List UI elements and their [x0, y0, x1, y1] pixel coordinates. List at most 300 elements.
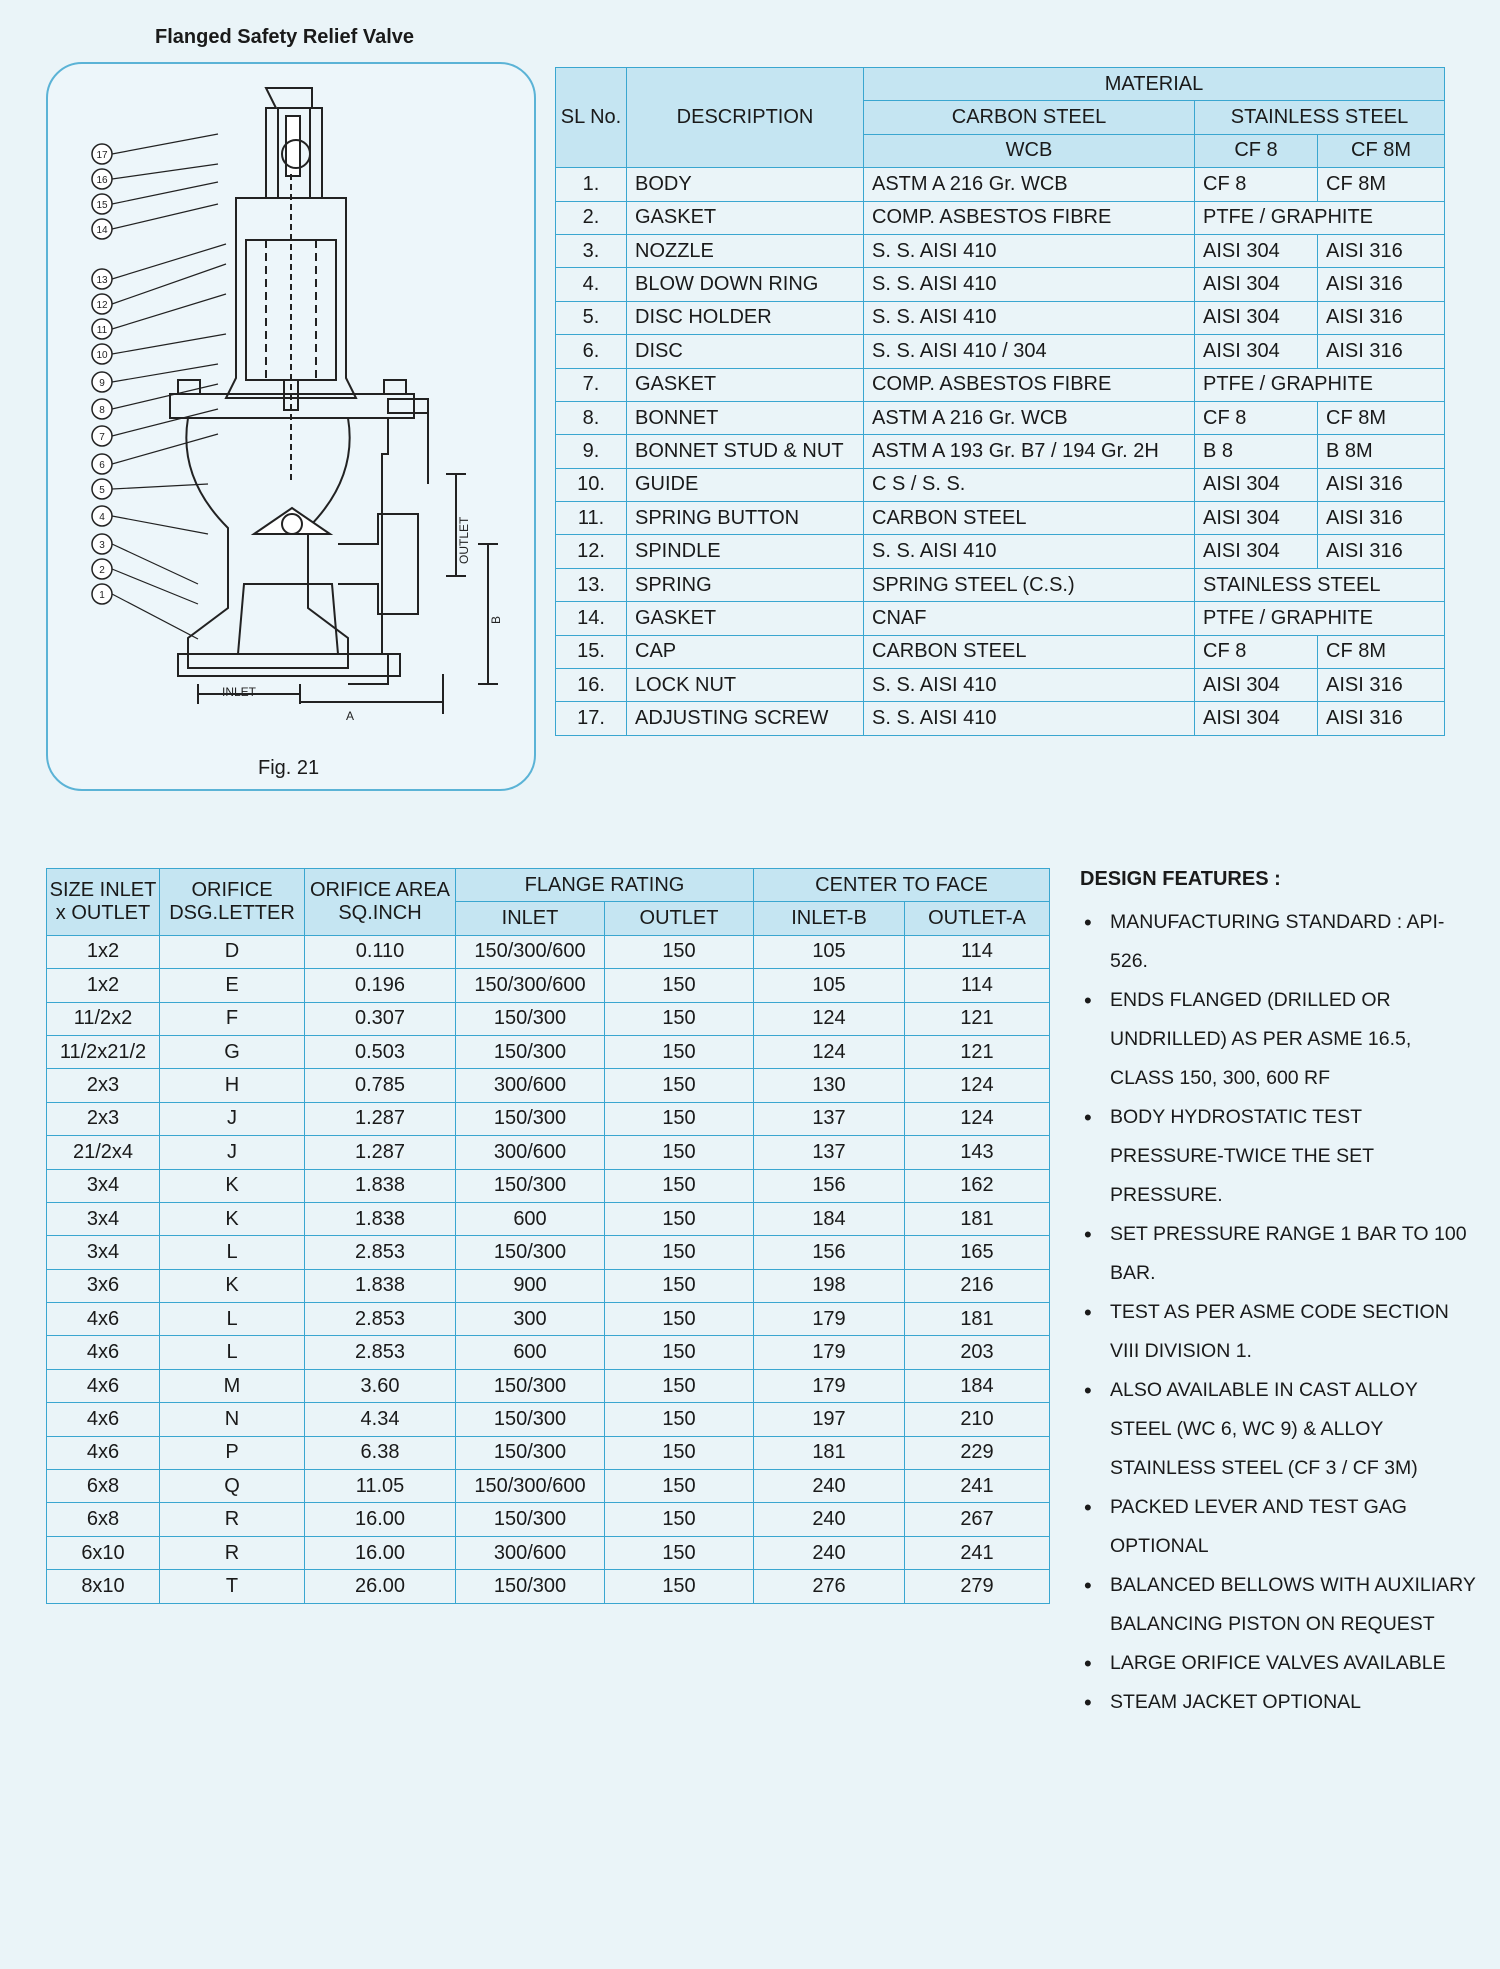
table-cell: 124 — [905, 1069, 1050, 1102]
table-cell: 240 — [754, 1536, 905, 1569]
table-cell: PTFE / GRAPHITE — [1195, 368, 1445, 401]
table-cell: AISI 304 — [1195, 468, 1318, 501]
material-table — [555, 67, 1445, 736]
table-row — [47, 1069, 1050, 1102]
table-cell: Q — [160, 1470, 305, 1503]
table-cell: 181 — [905, 1303, 1050, 1336]
table-cell: 150/300 — [456, 1369, 605, 1402]
col-cf8m: CF 8M — [1318, 134, 1445, 167]
table-cell: 13. — [556, 568, 627, 601]
table-cell: 150 — [605, 1136, 754, 1169]
valve-cross-section-drawing — [48, 64, 534, 789]
table-row — [556, 435, 1445, 468]
table-cell: 114 — [905, 935, 1050, 968]
table-cell: AISI 304 — [1195, 669, 1318, 702]
callout-number: 14 — [96, 225, 108, 236]
table-cell: 150/300/600 — [456, 935, 605, 968]
table-cell: 150/300 — [456, 1503, 605, 1536]
table-cell: 4x6 — [47, 1303, 160, 1336]
col-flange-outlet: OUTLET — [605, 902, 754, 935]
table-cell: 181 — [905, 1202, 1050, 1235]
callout-leader — [112, 484, 208, 489]
table-row — [47, 1470, 1050, 1503]
table-cell: P — [160, 1436, 305, 1469]
col-flange-rating: FLANGE RATING — [456, 869, 754, 902]
table-row — [47, 1570, 1050, 1603]
table-row — [556, 401, 1445, 434]
table-cell: D — [160, 935, 305, 968]
table-cell: PTFE / GRAPHITE — [1195, 602, 1445, 635]
feature-item: • PACKED LEVER AND TEST GAG OPTIONAL — [1080, 1488, 1480, 1566]
col-flange-inlet: INLET — [456, 902, 605, 935]
table-row — [556, 669, 1445, 702]
table-cell: 4x6 — [47, 1369, 160, 1402]
table-cell: 124 — [754, 1002, 905, 1035]
table-cell: 179 — [754, 1336, 905, 1369]
table-cell: E — [160, 969, 305, 1002]
table-cell: 3x4 — [47, 1236, 160, 1269]
table-cell: 150 — [605, 1369, 754, 1402]
table-cell: 150/300/600 — [456, 969, 605, 1002]
table-cell: T — [160, 1570, 305, 1603]
feature-item: • STEAM JACKET OPTIONAL — [1080, 1683, 1480, 1722]
table-cell: 150 — [605, 1035, 754, 1068]
table-cell: GUIDE — [627, 468, 864, 501]
callout-leader — [112, 294, 226, 329]
table-cell: R — [160, 1536, 305, 1569]
feature-item: • BODY HYDROSTATIC TEST PRESSURE-TWICE THE SET PRESSURE. — [1080, 1098, 1480, 1215]
table-cell: 300/600 — [456, 1069, 605, 1102]
table-cell: C S / S. S. — [864, 468, 1195, 501]
table-row — [47, 1035, 1050, 1068]
callout-number: 7 — [99, 432, 105, 443]
table-cell: 240 — [754, 1470, 905, 1503]
col-center-to-face: CENTER TO FACE — [754, 869, 1050, 902]
feature-item: • TEST AS PER ASME CODE SECTION VIII DIVISION 1. — [1080, 1293, 1480, 1371]
table-cell: 3x4 — [47, 1202, 160, 1235]
table-row — [556, 502, 1445, 535]
callout-leader — [112, 164, 218, 179]
table-cell: 14. — [556, 602, 627, 635]
design-features-title: DESIGN FEATURES : — [1080, 868, 1281, 890]
table-cell: 150 — [605, 1503, 754, 1536]
table-cell: SPINDLE — [627, 535, 864, 568]
table-row — [47, 1336, 1050, 1369]
table-cell: S. S. AISI 410 / 304 — [864, 335, 1195, 368]
callout-leader — [112, 204, 218, 229]
table-cell: S. S. AISI 410 — [864, 702, 1195, 735]
table-cell: L — [160, 1336, 305, 1369]
table-cell: 210 — [905, 1403, 1050, 1436]
table-cell: 4x6 — [47, 1336, 160, 1369]
table-row — [556, 602, 1445, 635]
design-features — [1080, 868, 1480, 1722]
table-cell: 3. — [556, 234, 627, 267]
table-cell: 0.307 — [305, 1002, 456, 1035]
table-cell: 229 — [905, 1436, 1050, 1469]
callout-number: 8 — [99, 405, 105, 416]
design-features-list — [1080, 903, 1480, 1722]
table-row — [556, 468, 1445, 501]
table-cell: 203 — [905, 1336, 1050, 1369]
table-cell: 6x8 — [47, 1470, 160, 1503]
table-cell: 1.838 — [305, 1169, 456, 1202]
table-cell: 150 — [605, 1069, 754, 1102]
callout-number: 1 — [99, 590, 105, 601]
table-cell: AISI 316 — [1318, 335, 1445, 368]
table-cell: GASKET — [627, 368, 864, 401]
table-cell: 150 — [605, 1570, 754, 1603]
table-cell: 8x10 — [47, 1570, 160, 1603]
col-sl-no: SL No. — [556, 68, 627, 168]
table-cell: 16.00 — [305, 1503, 456, 1536]
table-cell: 150/300 — [456, 1002, 605, 1035]
table-cell: CAP — [627, 635, 864, 668]
table-row — [47, 1403, 1050, 1436]
table-cell: AISI 304 — [1195, 702, 1318, 735]
table-cell: DISC — [627, 335, 864, 368]
table-cell: J — [160, 1102, 305, 1135]
col-cf8: CF 8 — [1195, 134, 1318, 167]
table-cell: 1. — [556, 168, 627, 201]
table-cell: AISI 304 — [1195, 301, 1318, 334]
table-cell: 300/600 — [456, 1136, 605, 1169]
table-cell: 150 — [605, 969, 754, 1002]
table-cell: 165 — [905, 1236, 1050, 1269]
table-cell: J — [160, 1136, 305, 1169]
table-cell: 11.05 — [305, 1470, 456, 1503]
table-cell: LOCK NUT — [627, 669, 864, 702]
callout-leader — [112, 182, 218, 204]
valve-figure — [46, 62, 536, 791]
table-cell: 11/2x2 — [47, 1002, 160, 1035]
table-cell: 600 — [456, 1336, 605, 1369]
inlet-dimension-label: INLET — [222, 685, 257, 699]
table-cell: 150 — [605, 1002, 754, 1035]
table-cell: 114 — [905, 969, 1050, 1002]
table-cell: 150 — [605, 1269, 754, 1302]
table-cell: CARBON STEEL — [864, 502, 1195, 535]
col-description: DESCRIPTION — [627, 68, 864, 168]
feature-item: • SET PRESSURE RANGE 1 BAR TO 100 BAR. — [1080, 1215, 1480, 1293]
table-cell: 150/300 — [456, 1102, 605, 1135]
table-cell: 150/300 — [456, 1035, 605, 1068]
table-cell: 4. — [556, 268, 627, 301]
table-cell: 3x4 — [47, 1169, 160, 1202]
table-cell: 16.00 — [305, 1536, 456, 1569]
table-cell: 150 — [605, 1470, 754, 1503]
table-cell: ASTM A 216 Gr. WCB — [864, 168, 1195, 201]
table-row — [556, 201, 1445, 234]
table-cell: 150 — [605, 1169, 754, 1202]
callout-number: 2 — [99, 565, 105, 576]
table-cell: 6x8 — [47, 1503, 160, 1536]
feature-item: • ALSO AVAILABLE IN CAST ALLOY STEEL (WC 6, WC 9) & ALLOY STAINLESS STEEL (CF 3 / CF 3M) — [1080, 1371, 1480, 1488]
feature-item: • BALANCED BELLOWS WITH AUXILIARY BALANCING PISTON ON REQUEST — [1080, 1566, 1480, 1644]
table-cell: GASKET — [627, 602, 864, 635]
table-cell: 17. — [556, 702, 627, 735]
col-wcb: WCB — [864, 134, 1195, 167]
table-cell: 10. — [556, 468, 627, 501]
table-row — [47, 1202, 1050, 1235]
table-cell: 0.110 — [305, 935, 456, 968]
figure-caption: Fig. 21 — [258, 757, 320, 779]
table-cell: S. S. AISI 410 — [864, 234, 1195, 267]
col-material: MATERIAL — [864, 68, 1445, 101]
table-cell: AISI 316 — [1318, 669, 1445, 702]
callout-number: 15 — [96, 200, 108, 211]
table-cell: AISI 304 — [1195, 234, 1318, 267]
table-cell: 267 — [905, 1503, 1050, 1536]
table-cell: 21/2x4 — [47, 1136, 160, 1169]
table-cell: AISI 316 — [1318, 301, 1445, 334]
size-table — [46, 868, 1050, 1604]
table-cell: 276 — [754, 1570, 905, 1603]
table-cell: SPRING — [627, 568, 864, 601]
table-cell: 137 — [754, 1102, 905, 1135]
table-cell: 143 — [905, 1136, 1050, 1169]
col-stainless-steel: STAINLESS STEEL — [1195, 101, 1445, 134]
table-cell: AISI 304 — [1195, 335, 1318, 368]
table-cell: 121 — [905, 1035, 1050, 1068]
table-cell: 6.38 — [305, 1436, 456, 1469]
table-cell: COMP. ASBESTOS FIBRE — [864, 201, 1195, 234]
table-cell: 600 — [456, 1202, 605, 1235]
table-row — [47, 1536, 1050, 1569]
table-cell: S. S. AISI 410 — [864, 535, 1195, 568]
table-cell: S. S. AISI 410 — [864, 669, 1195, 702]
table-cell: SPRING BUTTON — [627, 502, 864, 535]
dimension-b-label: B — [489, 615, 503, 624]
table-cell: 2.853 — [305, 1336, 456, 1369]
table-cell: AISI 316 — [1318, 234, 1445, 267]
table-cell: BONNET — [627, 401, 864, 434]
table-cell: 150 — [605, 1536, 754, 1569]
table-cell: 300 — [456, 1303, 605, 1336]
table-cell: 2.853 — [305, 1303, 456, 1336]
table-cell: AISI 304 — [1195, 535, 1318, 568]
table-row — [47, 969, 1050, 1002]
table-cell: 300/600 — [456, 1536, 605, 1569]
table-cell: L — [160, 1303, 305, 1336]
table-cell: 11/2x21/2 — [47, 1035, 160, 1068]
table-row — [47, 935, 1050, 968]
page-title: Flanged Safety Relief Valve — [155, 26, 414, 48]
callout-leader — [112, 134, 218, 154]
callout-leader — [112, 594, 198, 639]
table-cell: 150 — [605, 1303, 754, 1336]
table-row — [47, 1002, 1050, 1035]
table-cell: M — [160, 1369, 305, 1402]
callout-number: 3 — [99, 540, 105, 551]
callout-number: 10 — [96, 350, 108, 361]
table-cell: 150/300 — [456, 1236, 605, 1269]
callout-number: 5 — [99, 485, 105, 496]
table-cell: AISI 316 — [1318, 468, 1445, 501]
table-cell: CF 8M — [1318, 168, 1445, 201]
col-orifice-area: ORIFICE AREA SQ.INCH — [305, 869, 456, 936]
table-cell: 150 — [605, 1236, 754, 1269]
table-cell: K — [160, 1169, 305, 1202]
table-cell: 3x6 — [47, 1269, 160, 1302]
table-cell: AISI 316 — [1318, 535, 1445, 568]
feature-item: • LARGE ORIFICE VALVES AVAILABLE — [1080, 1644, 1480, 1683]
table-cell: B 8M — [1318, 435, 1445, 468]
callout-leader — [112, 264, 226, 304]
table-cell: 15. — [556, 635, 627, 668]
table-cell: 156 — [754, 1169, 905, 1202]
callout-number: 6 — [99, 460, 105, 471]
callout-number: 11 — [96, 325, 108, 336]
feature-item: • ENDS FLANGED (DRILLED OR UNDRILLED) AS PER ASME 16.5, CLASS 150, 300, 600 RF — [1080, 981, 1480, 1098]
callout-leader — [112, 434, 218, 464]
table-row — [47, 1436, 1050, 1469]
table-cell: ASTM A 216 Gr. WCB — [864, 401, 1195, 434]
table-cell: 8. — [556, 401, 627, 434]
table-cell: B 8 — [1195, 435, 1318, 468]
table-cell: 3.60 — [305, 1369, 456, 1402]
table-cell: 0.785 — [305, 1069, 456, 1102]
table-row — [556, 702, 1445, 735]
table-cell: 11. — [556, 502, 627, 535]
table-cell: 900 — [456, 1269, 605, 1302]
col-inlet-b: INLET-B — [754, 902, 905, 935]
table-cell: 150 — [605, 1102, 754, 1135]
table-cell: BODY — [627, 168, 864, 201]
table-cell: ADJUSTING SCREW — [627, 702, 864, 735]
table-cell: 137 — [754, 1136, 905, 1169]
table-row — [556, 535, 1445, 568]
callout-number: 4 — [99, 512, 105, 523]
table-row — [47, 1236, 1050, 1269]
table-cell: 4x6 — [47, 1436, 160, 1469]
table-cell: L — [160, 1236, 305, 1269]
callout-leader — [112, 384, 218, 409]
callout-leader — [112, 569, 198, 604]
table-cell: G — [160, 1035, 305, 1068]
table-cell: DISC HOLDER — [627, 301, 864, 334]
table-cell: 216 — [905, 1269, 1050, 1302]
callout-leader — [112, 516, 208, 534]
table-cell: ASTM A 193 Gr. B7 / 194 Gr. 2H — [864, 435, 1195, 468]
table-row — [556, 635, 1445, 668]
table-cell: AISI 316 — [1318, 702, 1445, 735]
table-row — [556, 301, 1445, 334]
table-cell: CF 8 — [1195, 401, 1318, 434]
callout-number: 13 — [96, 275, 108, 286]
table-cell: CF 8M — [1318, 401, 1445, 434]
table-cell: 150 — [605, 1436, 754, 1469]
table-cell: 198 — [754, 1269, 905, 1302]
table-cell: 124 — [754, 1035, 905, 1068]
table-cell: CNAF — [864, 602, 1195, 635]
table-cell: 121 — [905, 1002, 1050, 1035]
table-cell: 1x2 — [47, 969, 160, 1002]
table-row — [47, 1102, 1050, 1135]
col-carbon-steel: CARBON STEEL — [864, 101, 1195, 134]
table-row — [556, 335, 1445, 368]
table-cell: NOZZLE — [627, 234, 864, 267]
table-cell: 0.196 — [305, 969, 456, 1002]
table-cell: 5. — [556, 301, 627, 334]
table-cell: BLOW DOWN RING — [627, 268, 864, 301]
callout-leader — [112, 334, 226, 354]
feature-item: • MANUFACTURING STANDARD : API-526. — [1080, 903, 1480, 981]
table-cell: CF 8 — [1195, 635, 1318, 668]
table-cell: 162 — [905, 1169, 1050, 1202]
table-cell: 1.838 — [305, 1202, 456, 1235]
table-row — [556, 368, 1445, 401]
table-cell: 6. — [556, 335, 627, 368]
table-cell: AISI 304 — [1195, 502, 1318, 535]
table-row — [556, 168, 1445, 201]
callout-leader — [112, 409, 218, 436]
table-cell: 12. — [556, 535, 627, 568]
table-cell: F — [160, 1002, 305, 1035]
table-cell: CARBON STEEL — [864, 635, 1195, 668]
table-row — [556, 268, 1445, 301]
table-cell: AISI 304 — [1195, 268, 1318, 301]
table-cell: 241 — [905, 1470, 1050, 1503]
table-cell: 150 — [605, 935, 754, 968]
table-row — [47, 1169, 1050, 1202]
table-cell: K — [160, 1269, 305, 1302]
table-row — [47, 1503, 1050, 1536]
table-cell: 1.838 — [305, 1269, 456, 1302]
callout-number: 9 — [99, 378, 105, 389]
table-cell: 279 — [905, 1570, 1050, 1603]
table-cell: K — [160, 1202, 305, 1235]
table-cell: 184 — [905, 1369, 1050, 1402]
table-cell: 6x10 — [47, 1536, 160, 1569]
table-cell: GASKET — [627, 201, 864, 234]
table-cell: SPRING STEEL (C.S.) — [864, 568, 1195, 601]
table-cell: 130 — [754, 1069, 905, 1102]
table-cell: 2. — [556, 201, 627, 234]
table-cell: S. S. AISI 410 — [864, 301, 1195, 334]
table-cell: 197 — [754, 1403, 905, 1436]
table-cell: BONNET STUD & NUT — [627, 435, 864, 468]
table-cell: 150 — [605, 1202, 754, 1235]
callout-number: 17 — [96, 150, 108, 161]
callout-number: 12 — [96, 300, 108, 311]
callout-leader — [112, 244, 226, 279]
table-cell: 105 — [754, 935, 905, 968]
table-cell: 4x6 — [47, 1403, 160, 1436]
table-cell: 2x3 — [47, 1102, 160, 1135]
table-cell: 124 — [905, 1102, 1050, 1135]
table-cell: 156 — [754, 1236, 905, 1269]
table-cell: 179 — [754, 1303, 905, 1336]
table-row — [47, 1303, 1050, 1336]
table-cell: 240 — [754, 1503, 905, 1536]
table-row — [47, 1369, 1050, 1402]
outlet-dimension-label: OUTLET — [457, 516, 471, 564]
table-cell: 150 — [605, 1336, 754, 1369]
callout-leader — [112, 544, 198, 584]
table-row — [47, 1136, 1050, 1169]
table-row — [47, 1269, 1050, 1302]
table-cell: CF 8M — [1318, 635, 1445, 668]
table-cell: 4.34 — [305, 1403, 456, 1436]
table-cell: N — [160, 1403, 305, 1436]
table-cell: 150/300 — [456, 1403, 605, 1436]
table-cell: 1.287 — [305, 1102, 456, 1135]
table-cell: 150/300 — [456, 1570, 605, 1603]
table-cell: STAINLESS STEEL — [1195, 568, 1445, 601]
table-cell: 181 — [754, 1436, 905, 1469]
table-row — [556, 234, 1445, 267]
